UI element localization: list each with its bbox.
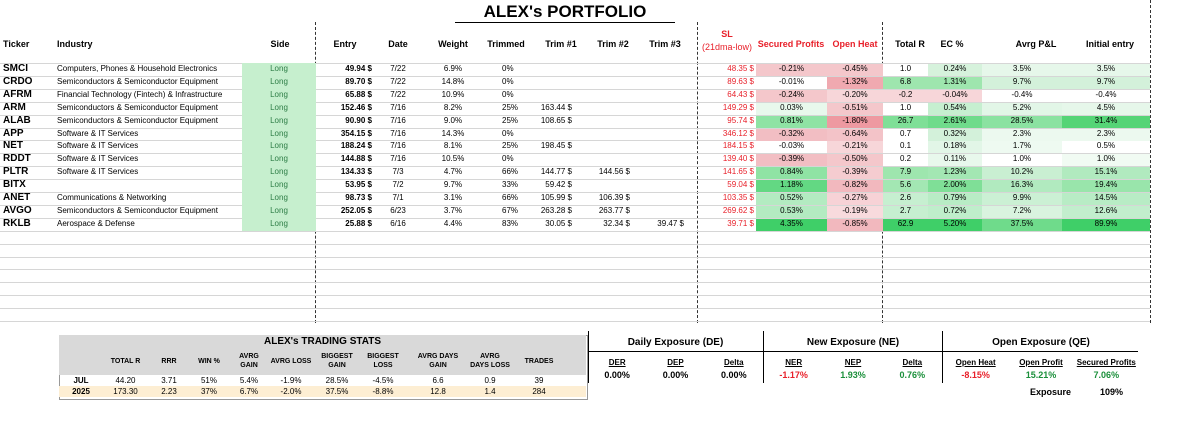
initial-cell: 4.5%	[1096, 103, 1116, 112]
date-cell: 7/16	[390, 116, 406, 125]
weight-cell: 14.8%	[441, 77, 465, 86]
stats-row	[0, 375, 600, 386]
trimmed-cell: 25%	[502, 103, 519, 112]
newexp-value: 1.93%	[840, 370, 866, 380]
date-cell: 7/22	[390, 64, 406, 73]
table-row[interactable]	[0, 153, 1150, 166]
date-cell: 6/23	[390, 206, 406, 215]
openexp-label: Open Heat	[955, 358, 996, 367]
trim1-cell: 198.45 $	[540, 141, 572, 150]
weight-cell: 3.1%	[443, 193, 463, 202]
openexp-value: 15.21%	[1025, 370, 1057, 380]
side-cell: Long	[270, 154, 288, 163]
stats-value: 44.20	[115, 376, 136, 385]
ticker-cell[interactable]: RKLB	[3, 218, 31, 229]
date-cell: 7/16	[390, 129, 406, 138]
initial-cell: 12.6%	[1094, 206, 1118, 215]
ec-cell: 0.54%	[943, 103, 967, 112]
stats-value: 6.7%	[239, 387, 259, 396]
newexp-title: New Exposure (NE)	[806, 337, 900, 348]
initial-cell: 2.3%	[1096, 129, 1116, 138]
sl-cell: 64.43 $	[727, 90, 754, 99]
trim2-cell: 263.77 $	[598, 206, 630, 215]
initial-cell: 19.4%	[1094, 180, 1118, 189]
industry-cell: Software & IT Services	[57, 129, 139, 138]
trimmed-cell: 25%	[502, 116, 519, 125]
row-gridline	[0, 269, 1150, 270]
row-gridline	[0, 282, 1150, 283]
avg-pl-cell: 1.0%	[1012, 154, 1032, 163]
trim1-cell: 163.44 $	[540, 103, 572, 112]
entry-cell: 53.95 $	[345, 180, 372, 189]
ticker-cell[interactable]: ARM	[3, 102, 26, 113]
table-row[interactable]	[0, 192, 1150, 205]
stats-header: TOTAL R	[110, 357, 141, 365]
header-sl: SL	[721, 29, 733, 39]
avg-pl-cell: 7.2%	[1012, 206, 1032, 215]
trimmed-cell: 25%	[502, 141, 519, 150]
industry-cell: Aerospace & Defense	[57, 219, 135, 228]
row-gridline	[0, 295, 1150, 296]
industry-cell: Communications & Networking	[57, 193, 167, 202]
table-row[interactable]	[0, 76, 1150, 89]
stats-value: 0.9	[484, 376, 496, 385]
header-sl-sub: (21dma-low)	[701, 42, 752, 52]
stats-row	[0, 386, 600, 397]
trim1-cell: 263.28 $	[540, 206, 572, 215]
open-heat-cell: -0.45%	[842, 64, 868, 73]
side-cell: Long	[270, 193, 288, 202]
side-cell: Long	[270, 116, 288, 125]
header-industry: Industry	[57, 39, 93, 49]
ticker-cell[interactable]: APP	[3, 128, 24, 139]
total-r-cell: 0.7	[899, 129, 912, 138]
avg-pl-cell: 2.3%	[1012, 129, 1032, 138]
entry-cell: 25.88 $	[345, 219, 372, 228]
ticker-cell[interactable]: PLTR	[3, 166, 29, 177]
newexp-label: NER	[785, 358, 803, 367]
side-cell: Long	[270, 103, 288, 112]
stats-value: -2.0%	[280, 387, 302, 396]
secured-cell: 4.35%	[780, 219, 803, 228]
industry-cell: Semiconductors & Semiconductor Equipment	[57, 206, 218, 215]
table-row[interactable]	[0, 140, 1150, 153]
weight-cell: 14.3%	[441, 129, 465, 138]
trim2-cell: 32.34 $	[603, 219, 630, 228]
sl-cell: 48.35 $	[727, 64, 754, 73]
industry-cell: Semiconductors & Semiconductor Equipment	[57, 103, 218, 112]
open-heat-cell: -0.50%	[842, 154, 868, 163]
entry-cell: 134.33 $	[340, 167, 372, 176]
total-r-cell: 6.8	[899, 77, 912, 86]
stats-value: 5.4%	[239, 376, 259, 385]
total-r-cell: 2.7	[899, 206, 912, 215]
secured-cell: -0.01%	[778, 77, 805, 86]
total-r-cell: 1.0	[899, 103, 912, 112]
secured-cell: 0.03%	[780, 103, 803, 112]
trim1-cell: 59.42 $	[545, 180, 572, 189]
side-cell: Long	[270, 141, 288, 150]
trim2-cell: 144.56 $	[598, 167, 630, 176]
trim3-cell: 39.47 $	[657, 219, 684, 228]
ec-cell: -0.04%	[942, 90, 968, 99]
date-cell: 7/16	[390, 154, 406, 163]
ec-cell: 0.18%	[943, 141, 967, 150]
secured-cell: 0.52%	[780, 193, 803, 202]
avg-pl-cell: 5.2%	[1012, 103, 1032, 112]
date-cell: 7/22	[390, 90, 406, 99]
date-cell: 7/22	[390, 77, 406, 86]
row-gridline	[0, 321, 1150, 322]
newexp-label: Delta	[902, 358, 923, 367]
industry-cell: Software & IT Services	[57, 167, 139, 176]
stats-header: AVRG GAIN	[239, 353, 259, 369]
ec-cell: 0.24%	[943, 64, 967, 73]
title-underline	[455, 22, 675, 23]
sl-cell: 269.62 $	[722, 206, 754, 215]
trimmed-cell: 0%	[502, 77, 514, 86]
sl-cell: 346.12 $	[722, 129, 754, 138]
industry-cell: Software & IT Services	[57, 141, 139, 150]
ec-cell: 0.32%	[943, 129, 967, 138]
weight-cell: 8.1%	[443, 141, 463, 150]
table-row[interactable]	[0, 115, 1150, 128]
ticker-cell[interactable]: CRDO	[3, 76, 33, 87]
industry-cell: Software & IT Services	[57, 154, 139, 163]
side-cell: Long	[270, 180, 288, 189]
ec-cell: 1.23%	[943, 167, 967, 176]
trimmed-cell: 66%	[502, 167, 519, 176]
date-cell: 7/1	[392, 193, 404, 202]
trimmed-cell: 33%	[502, 180, 519, 189]
table-row[interactable]	[0, 205, 1150, 218]
row-gridline	[0, 257, 1150, 258]
secured-cell: 0.53%	[780, 206, 803, 215]
weight-cell: 9.7%	[443, 180, 463, 189]
trimmed-cell: 0%	[502, 90, 514, 99]
initial-cell: 3.5%	[1096, 64, 1116, 73]
daily-value: 0.00%	[604, 370, 630, 380]
stats-header: BIGGEST GAIN	[321, 353, 353, 369]
trimmed-cell: 0%	[502, 64, 514, 73]
header-weight: Weight	[438, 39, 468, 49]
avg-pl-cell: 37.5%	[1010, 219, 1034, 228]
daily-label: DEP	[667, 358, 684, 367]
date-cell: 7/3	[392, 167, 404, 176]
weight-cell: 4.7%	[443, 167, 463, 176]
stats-row-label: 2025	[72, 387, 90, 396]
total-r-cell: 62.9	[897, 219, 914, 228]
header-open-heat: Open Heat	[832, 39, 878, 49]
ec-cell: 2.61%	[943, 116, 967, 125]
trimmed-cell: 0%	[502, 154, 514, 163]
initial-cell: 15.1%	[1094, 167, 1118, 176]
date-cell: 7/2	[392, 180, 404, 189]
secured-cell: -0.32%	[778, 129, 805, 138]
date-cell: 6/16	[390, 219, 406, 228]
secured-cell: -0.21%	[778, 64, 805, 73]
entry-cell: 152.46 $	[340, 103, 372, 112]
initial-cell: 31.4%	[1094, 116, 1118, 125]
open-heat-cell: -1.80%	[842, 116, 868, 125]
sl-cell: 59.04 $	[727, 180, 754, 189]
stats-header: TRADES	[524, 357, 554, 365]
avg-pl-cell: 28.5%	[1010, 116, 1034, 125]
stats-header: AVRG DAYS GAIN	[417, 353, 459, 369]
entry-cell: 144.88 $	[340, 154, 372, 163]
stats-header: BIGGEST LOSS	[367, 353, 399, 369]
trim1-cell: 105.99 $	[540, 193, 572, 202]
stats-value: 51%	[200, 376, 217, 385]
header-secured-profits: Secured Profits	[757, 39, 825, 49]
ticker-cell[interactable]: ANET	[3, 192, 31, 203]
trimmed-cell: 66%	[502, 193, 519, 202]
side-cell: Long	[270, 77, 288, 86]
ticker-cell[interactable]: SMCI	[3, 63, 28, 74]
secured-cell: 0.81%	[780, 116, 803, 125]
initial-cell: 89.9%	[1094, 219, 1118, 228]
sl-cell: 103.35 $	[722, 193, 754, 202]
openexp-label: Open Profit	[1019, 358, 1063, 367]
ticker-cell[interactable]: AVGO	[3, 205, 32, 216]
panel-header-line	[588, 351, 1138, 352]
avg-pl-cell: 3.5%	[1012, 64, 1032, 73]
entry-cell: 98.73 $	[345, 193, 372, 202]
stats-value: 28.5%	[325, 376, 349, 385]
entry-cell: 90.90 $	[345, 116, 372, 125]
avg-pl-cell: 10.2%	[1010, 167, 1034, 176]
initial-cell: -0.4%	[1095, 90, 1117, 99]
row-gridline	[0, 231, 1150, 232]
newexp-value: 0.76%	[899, 370, 926, 380]
industry-cell: Semiconductors & Semiconductor Equipment	[57, 77, 218, 86]
ticker-cell[interactable]: BITX	[3, 179, 26, 190]
stats-row-label: JUL	[73, 376, 89, 385]
open-heat-cell: -0.20%	[842, 90, 868, 99]
table-row[interactable]	[0, 89, 1150, 102]
stats-value: 37.5%	[325, 387, 349, 396]
stats-header: AVRG DAYS LOSS	[470, 353, 510, 369]
stats-value: 173.30	[113, 387, 138, 396]
openexp-title: Open Exposure (QE)	[992, 337, 1090, 348]
entry-cell: 252.05 $	[340, 206, 372, 215]
open-heat-cell: -0.19%	[842, 206, 868, 215]
stats-title: ALEX's TRADING STATS	[263, 336, 381, 347]
initial-cell: 0.5%	[1096, 141, 1116, 150]
stats-value: 12.8	[430, 387, 446, 396]
ec-cell: 5.20%	[943, 219, 967, 228]
open-heat-cell: -0.85%	[842, 219, 868, 228]
table-row[interactable]	[0, 166, 1150, 179]
ticker-cell[interactable]: NET	[3, 140, 23, 151]
side-cell: Long	[270, 90, 288, 99]
sl-cell: 149.29 $	[722, 103, 754, 112]
row-gridline	[0, 244, 1150, 245]
header-entry: Entry	[333, 39, 357, 49]
entry-cell: 49.94 $	[345, 64, 372, 73]
ec-cell: 0.79%	[943, 193, 967, 202]
trimmed-cell: 67%	[502, 206, 519, 215]
entry-cell: 89.70 $	[345, 77, 372, 86]
openexp-label: Secured Profits	[1076, 358, 1136, 367]
entry-cell: 65.88 $	[345, 90, 372, 99]
weight-cell: 6.9%	[443, 64, 463, 73]
open-heat-cell: -0.39%	[842, 167, 868, 176]
ec-cell: 0.72%	[943, 206, 967, 215]
daily-title: Daily Exposure (DE)	[627, 337, 724, 348]
industry-cell: Computers, Phones & Household Electronics	[57, 64, 218, 73]
header-trim3: Trim #3	[649, 39, 681, 49]
header-total-r: Total R	[895, 39, 925, 49]
trimmed-cell: 0%	[502, 129, 514, 138]
open-heat-cell: -0.27%	[842, 193, 868, 202]
stats-value: -4.5%	[372, 376, 394, 385]
secured-cell: 0.84%	[780, 167, 803, 176]
sl-cell: 139.40 $	[722, 154, 754, 163]
secured-cell: 1.18%	[780, 180, 803, 189]
initial-cell: 1.0%	[1096, 154, 1116, 163]
sl-cell: 141.65 $	[722, 167, 754, 176]
ec-cell: 2.00%	[943, 180, 967, 189]
side-cell: Long	[270, 219, 288, 228]
ticker-cell[interactable]: AFRM	[3, 89, 32, 100]
ticker-cell[interactable]: RDDT	[3, 153, 31, 164]
stats-value: 3.71	[161, 376, 177, 385]
entry-cell: 354.15 $	[340, 129, 372, 138]
header-initial: Initial entry	[1085, 39, 1134, 49]
header-ticker: Ticker	[3, 39, 30, 49]
table-row[interactable]	[0, 179, 1150, 192]
avg-pl-cell: 16.3%	[1010, 180, 1034, 189]
stats-value: 1.4	[484, 387, 496, 396]
trim1-cell: 30.05 $	[545, 219, 572, 228]
daily-label: DER	[608, 358, 626, 367]
side-cell: Long	[270, 206, 288, 215]
total-r-cell: 2.6	[899, 193, 912, 202]
exposure-value: 109%	[1100, 387, 1124, 397]
ec-cell: 0.11%	[943, 154, 967, 163]
daily-value: 0.00%	[721, 370, 747, 380]
openexp-value: -8.15%	[961, 370, 990, 380]
avg-pl-cell: -0.4%	[1011, 90, 1033, 99]
total-r-cell: 0.1	[899, 141, 912, 150]
stats-value: 39	[534, 376, 544, 385]
secured-cell: -0.24%	[778, 90, 805, 99]
header-trim1: Trim #1	[545, 39, 577, 49]
weight-cell: 10.9%	[441, 90, 465, 99]
table-row[interactable]	[0, 63, 1150, 76]
entry-cell: 188.24 $	[340, 141, 372, 150]
total-r-cell: 7.9	[899, 167, 912, 176]
side-cell: Long	[270, 129, 288, 138]
date-cell: 7/16	[390, 103, 406, 112]
total-r-cell: 5.6	[899, 180, 912, 189]
newexp-label: NEP	[844, 358, 862, 367]
col-divider	[1150, 0, 1151, 323]
daily-value: 0.00%	[662, 370, 689, 380]
total-r-cell: 0.2	[899, 154, 912, 163]
header-trimmed: Trimmed	[487, 39, 525, 49]
row-gridline	[0, 308, 1150, 309]
date-cell: 7/16	[390, 141, 406, 150]
header-avg-pl: Avrg P&L	[1015, 39, 1057, 49]
weight-cell: 10.5%	[441, 154, 465, 163]
weight-cell: 9.0%	[443, 116, 463, 125]
header-ec: EC %	[940, 39, 964, 49]
total-r-cell: 1.0	[899, 64, 912, 73]
open-heat-cell: -1.32%	[842, 77, 868, 86]
initial-cell: 9.7%	[1096, 77, 1116, 86]
header-date: Date	[388, 39, 408, 49]
page-title: ALEX's PORTFOLIO	[483, 2, 647, 21]
openexp-value: 7.06%	[1093, 370, 1120, 380]
open-heat-cell: -0.64%	[842, 129, 868, 138]
stats-value: 284	[532, 387, 546, 396]
table-row[interactable]	[0, 102, 1150, 115]
weight-cell: 3.7%	[443, 206, 463, 215]
stats-value: 6.6	[432, 376, 444, 385]
open-heat-cell: -0.82%	[842, 180, 868, 189]
industry-cell: Semiconductors & Semiconductor Equipment	[57, 116, 218, 125]
sl-cell: 89.63 $	[727, 77, 754, 86]
stats-value: -8.8%	[372, 387, 394, 396]
stats-header: RRR	[161, 357, 177, 365]
exposure-label: Exposure	[1030, 387, 1072, 397]
table-row[interactable]	[0, 218, 1150, 231]
stats-header: AVRG LOSS	[270, 357, 312, 365]
trimmed-cell: 83%	[502, 219, 519, 228]
secured-cell: -0.39%	[778, 154, 805, 163]
header-side: Side	[270, 39, 290, 49]
sl-cell: 39.71 $	[727, 219, 754, 228]
trim1-cell: 144.77 $	[540, 167, 572, 176]
daily-label: Delta	[724, 358, 744, 367]
trim2-cell: 106.39 $	[598, 193, 630, 202]
trim1-cell: 108.65 $	[540, 116, 572, 125]
secured-cell: -0.03%	[778, 141, 805, 150]
side-cell: Long	[270, 167, 288, 176]
avg-pl-cell: 9.9%	[1012, 193, 1032, 202]
avg-pl-cell: 1.7%	[1012, 141, 1032, 150]
stats-value: 2.23	[161, 387, 177, 396]
stats-value: 37%	[200, 387, 217, 396]
weight-cell: 4.4%	[443, 219, 463, 228]
total-r-cell: -0.2	[898, 90, 913, 99]
total-r-cell: 26.7	[897, 116, 914, 125]
initial-cell: 14.5%	[1094, 193, 1118, 202]
weight-cell: 8.2%	[443, 103, 463, 112]
avg-pl-cell: 9.7%	[1012, 77, 1032, 86]
sl-cell: 95.74 $	[727, 116, 754, 125]
stats-header: WIN %	[198, 357, 220, 365]
ec-cell: 1.31%	[943, 77, 967, 86]
open-heat-cell: -0.21%	[842, 141, 868, 150]
open-heat-cell: -0.51%	[842, 103, 868, 112]
sl-cell: 184.15 $	[722, 141, 754, 150]
side-cell: Long	[270, 64, 288, 73]
newexp-value: -1.17%	[779, 370, 808, 380]
header-trim2: Trim #2	[597, 39, 629, 49]
stats-value: -1.9%	[280, 376, 302, 385]
industry-cell: Financial Technology (Fintech) & Infrastructure	[57, 90, 223, 99]
ticker-cell[interactable]: ALAB	[3, 115, 31, 126]
